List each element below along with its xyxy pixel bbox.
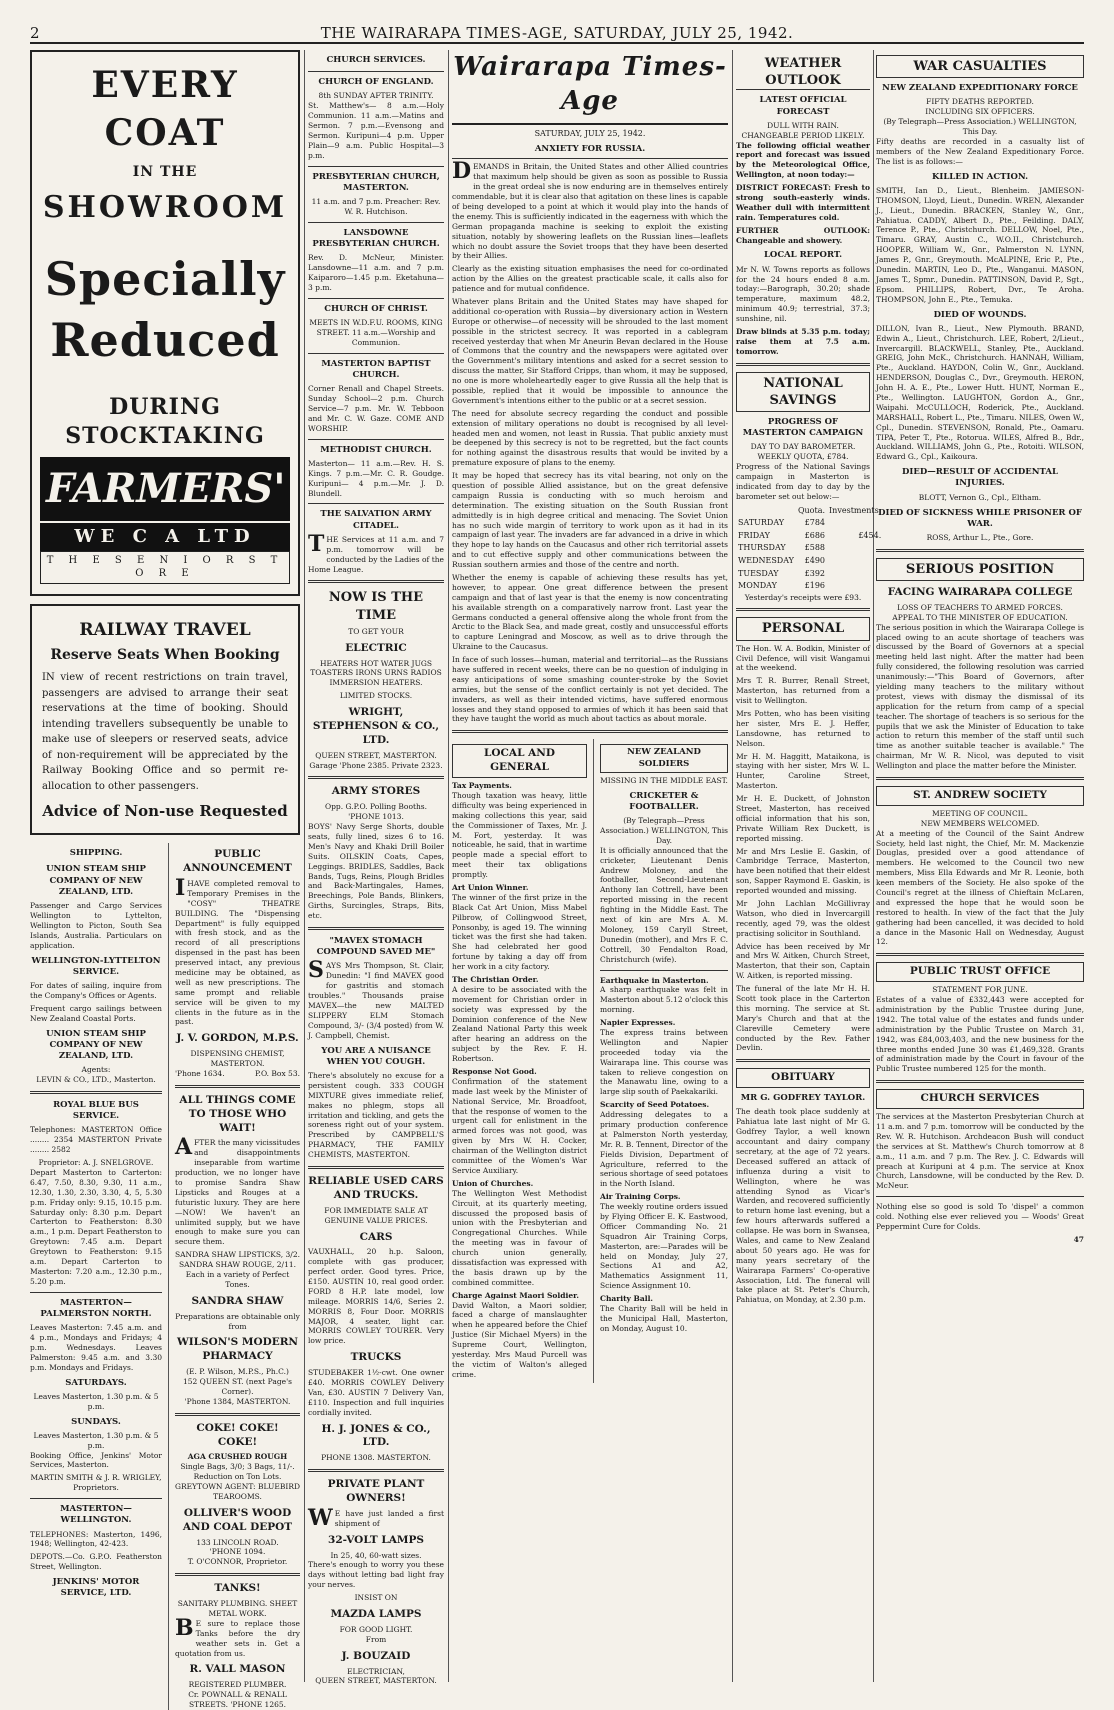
church-name: THE SALVATION ARMY CITADEL. [320, 509, 432, 531]
personal-item: Advice has been received by Mr and Mrs W. Aitken, Church Street, Masterton, that their son, Captain W. Aitken, is reported missing. [736, 941, 870, 981]
coke-company: OLLIVER'S WOOD AND COAL DEPOT [182, 1506, 293, 1533]
newspaper-title: THE WAIRARAPA TIMES-AGE, SATURDAY, JULY 25, 1942. [320, 24, 794, 42]
editorial-paragraph: In face of such losses—human, material and territorial—as the Russians have suffered in recent weeks, there can be no question of indulging in easy anticipations of some smashing counter-stroke by the Soviet armies, but the sense of the conflict certainly is not yet decided. The invaders, as well as their intended victims, have suffered enormous losses and they stand opposed to armies of which it has been said that they have taught the world as much about tactics as about morale. [452, 655, 728, 724]
wright-stephenson: WRIGHT, STEPHENSON & CO., LTD. [312, 706, 440, 746]
news-item-heading: Union of Churches. [452, 1178, 534, 1188]
coke-types: AGA CRUSHED ROUGH [187, 1452, 288, 1462]
ad-text: Specially [44, 252, 286, 307]
editorial-paragraph: DEMANDS in Britain, the United States and other Allied countries that maximum help should be given as soon as possible to Russia in the great ordeal she is now enduring are in themselves entirely commendable, but it is clear also that agitation on these lines is capable of being developed to a point at which it would play into the hands of the enemy. This is sufficiently indicated in the eagerness with which the German propaganda machine is seeking to exploit the existing situation, notably by showering leaflets on the Russian lines—leaflets which no doubt assure the Soviet troops that they have been deserted by their Allies. [452, 158, 728, 261]
bus-timetable: Depart Masterton to Carterton: 6.47, 7.50, 8.30, 9.30, 11 a.m., 12.30, 1.30, 2.30, 3.30, 4, 5, 5.30 p.m. Friday only: 9.15, 10.15 p.m. Saturday only: 8.30 p.m. Depart Carterton to Featherston: 8.30 a.m., 1 p.m. Depart Featherston to Greytown: 7.45 a.m. Depart Greytown to Featherston: 9.15 a.m. Depart Carterton to Masterton: 7.20 a.m., 12.30 p.m., 5.20 p.m. [30, 1167, 162, 1286]
electric-ad-headline: NOW IS THE TIME [328, 590, 424, 623]
railway-subtitle: Reserve Seats When Booking [50, 646, 280, 663]
plant-lamps: 32-VOLT LAMPS [328, 1533, 424, 1546]
bus-heading: MASTERTON—WELLINGTON. [60, 1504, 132, 1526]
bus-depots: DEPOTS.—Co. G.P.O. Featherston Street, Wellington. [30, 1552, 162, 1572]
personal-item: Mr H. E. Duckett, of Johnston Street, Masterton, has received official information that his son, Private William Rex Duckett, is reported missing. [736, 794, 870, 843]
column-rule [304, 50, 305, 1682]
news-item-heading: Air Training Corps. [600, 1192, 681, 1202]
farmers-logo-sub: WE C A LTD [40, 521, 290, 551]
shipping-heading: SHIPPING. [69, 848, 123, 859]
column-1 [30, 50, 300, 1710]
casualties-sub2: FIFTY DEATHS REPORTED. [926, 97, 1034, 107]
plant-addr: QUEEN STREET, MASTERTON. [315, 1676, 437, 1686]
obituary-heading: OBITUARY [736, 1068, 870, 1088]
weather-blinds: Draw blinds at 5.35 p.m. today; raise them at 7.5 a.m. tomorrow. [736, 327, 870, 356]
news-item-heading: Scarcity of Seed Potatoes. [600, 1100, 710, 1110]
railway-title: RAILWAY TRAVEL [79, 619, 251, 640]
church-services-heading: CHURCH SERVICES. [326, 55, 426, 65]
army-stores-heading: ARMY STORES [331, 785, 421, 798]
andrew-heading: ST. ANDREW SOCIETY [876, 786, 1084, 806]
bus-timetable: Leaves Masterton, 1.30 p.m. & 5 p.m. [33, 1430, 159, 1450]
table-cell: THURSDAY [738, 543, 786, 553]
news-item-body: The winner of the first prize in the Black Cat Art Union, Miss Mabel Pilbrow, of Collingwood Street, Ponsonby, is aged 19. The winning ticket was the first she had taken. She had celebrated her good fortune by taking a day off from her work in a city factory. [452, 892, 587, 972]
wilson-pharmacy: WILSON'S MODERN PHARMACY [176, 1336, 299, 1363]
news-item-body: Though taxation was heavy, little difficulty was being experienced in making collections this year, said the Commissioner of Taxes, Mr. J. M. Fort, yesterday. It was noticeable, he said, that in wartime people made a special effort to meet their tax obligations promptly. [452, 790, 587, 880]
wilson-phone: 'Phone 1384, MASTERTON. [184, 1396, 291, 1406]
coke-prop: T. O'CONNOR, Proprietor. [187, 1557, 288, 1567]
tanks-title: TANKS! [214, 1582, 261, 1595]
table-cell [827, 580, 883, 593]
army-stores-sub: Opp. G.P.O. Polling Booths. 'PHONE 1013. [324, 802, 428, 822]
news-item-body: A sharp earthquake was felt in Masterton about 5.12 o'clock this morning. [600, 985, 728, 1015]
sandra-heading: ALL THINGS COME TO THOSE WHO WAIT! [179, 1093, 296, 1134]
table-cell: MONDAY [738, 581, 777, 591]
personal-item: Mr and Mrs Leslie E. Gaskin, of Cambridge Terrace, Masterton, have been notified that their eldest son, Sapper Raymond E. Gaskin, is reported wounded and missing. [736, 846, 870, 896]
trust-heading: PUBLIC TRUST OFFICE [876, 962, 1084, 982]
bus-subheading: SUNDAYS. [71, 1416, 121, 1427]
table-cell [827, 517, 883, 530]
news-item-body: The Wellington West Methodist Circuit, at its quarterly meeting, discussed the proposed basis of union with the Presbyterian and Congregational Churches. While the meeting was in favour of church union generally, dissatisfaction was expressed with the basis drawn up by the combined committee. [452, 1188, 587, 1287]
weather-local-heading: LOCAL REPORT. [763, 250, 843, 261]
column-2 [308, 50, 444, 1686]
sandra-item: Each in a variety of Perfect Tones. [185, 1269, 290, 1289]
serious-sub2: LOSS OF TEACHERS TO ARMED FORCES. [897, 602, 1063, 612]
weather-change: CHANGEABLE PERIOD LIKELY. [741, 130, 865, 140]
electric-ad-items: HEATERS HOT WATER JUGS TOASTERS IRONS URNS RADIOS IMMERSION HEATERS. [310, 658, 442, 688]
chemist-section [175, 843, 300, 1710]
bus-proprietors: MARTIN SMITH & J. R. WRIGLEY, Proprietors. [30, 1473, 162, 1493]
bus-subheading: SATURDAYS. [65, 1377, 127, 1388]
news-item [600, 976, 728, 1016]
wilson-sub: (E. P. Wilson, M.P.S., Ph.C.) [186, 1367, 289, 1377]
wright-addr: QUEEN STREET, MASTERTON. Garage 'Phone 2385. Private 2323. [309, 750, 443, 770]
farmers-logo: FARMERS' [40, 457, 290, 522]
andrew-sub: MEETING OF COUNCIL. [931, 808, 1029, 818]
ad-text: STOCKTAKING [65, 422, 265, 449]
andrew-sub2: NEW MEMBERS WELCOMED. [920, 818, 1040, 828]
church-times: 11 a.m. and 7 p.m. Preacher: Rev. W. R. Hutchison. [311, 197, 441, 216]
savings-body: Progress of the National Savings campaign in Masterton is indicated from day to day by the barometer set out below:— [736, 462, 870, 501]
table-cell [827, 568, 883, 581]
column-4 [736, 50, 882, 1682]
news-item [452, 883, 587, 972]
shipping-text: Frequent cargo sailings between New Zealand Coastal Ports. [30, 1003, 162, 1023]
cars-list: VAUXHALL, 20 h.p. Saloon, complete with gas producer, perfect order. Good tyres. Price, £150. AUSTIN 10, real good order. FORD 8 H.P. late model, low mileage. MORRIS 14/6, Series 2. MORRIS 8, Four Door. MORRIS MAJOR, 4 seater, light car. MORRIS COWLEY TOURER. Very low price. [308, 1247, 444, 1346]
shipping-text: Passenger and Cargo Services Wellington to Lyttelton, Wellington to Picton, South Sea Islands, Australia. Particulars on application. [30, 901, 162, 950]
casualties-sub3: INCLUDING SIX OFFICERS. [925, 107, 1035, 117]
chemist-phone: 'Phone 1634. [175, 1068, 225, 1078]
news-item-heading: Napier Expresses. [600, 1018, 676, 1028]
mavex-heading: "MAVEX STOMACH COMPOUND SAVED ME" [316, 935, 436, 958]
personal-item: Mrs T. R. Burrer, Renall Street, Masterton, has returned from a visit to Wellington. [736, 676, 870, 706]
coke-phone: 'PHONE 1094. [209, 1547, 266, 1557]
chemist-pobox: P.O. Box 53. [255, 1068, 300, 1078]
bus-telephones: TELEPHONES: Masterton, 1496, 1948; Wellington, 42-423. [30, 1529, 162, 1549]
plant-heading: PRIVATE PLANT OWNERS! [327, 1478, 425, 1505]
plant-name: J. BOUZAID [341, 1649, 411, 1662]
casualties-accident-heading: DIED—RESULT OF ACCIDENTAL INJURIES. [902, 467, 1058, 489]
news-item [600, 1192, 728, 1291]
news-item-body: David Walton, a Maori soldier, faced a charge of manslaughter when he appeared before the Chief Justice (Sir Michael Myers) in the Supreme Court, Wellington, yesterday. Mrs Maud Purcell was the victim of Walton's alleged crime. [452, 1300, 587, 1379]
soldiers-heading: NEW ZEALAND SOLDIERS [600, 744, 728, 772]
shipping-bus-section [30, 843, 162, 1710]
column-rule [448, 50, 449, 1682]
church2-heading: CHURCH SERVICES [876, 1089, 1084, 1109]
church-name: METHODIST CHURCH. [320, 444, 432, 455]
church-name: CHURCH OF CHRIST. [324, 303, 428, 314]
personal-item: Mr H. M. Haggitt, Mataikona, is staying with her sister, Mrs W. L. Hunter, Caroline Street, Masterton. [736, 751, 870, 791]
obituary-name: MR G. GODFREY TAYLOR. [740, 1093, 866, 1104]
table-cell: £196 [804, 581, 826, 591]
bus-company: JENKINS' MOTOR SERVICE, LTD. [52, 1577, 140, 1599]
shipping-agents-label: Agents: [81, 1065, 111, 1075]
ad-headline: EVERY COAT [91, 64, 239, 154]
church-times: THE Services at 11 a.m. and 7 p.m. tomorrow will be conducted by the Ladies of the Home League. [308, 530, 444, 574]
editorial-paragraph: It may be hoped that secrecy has its vital bearing, not only on the question of possible Allied assistance, but on the great defensive campaign Russia is conducting with so much heroism and determination. The existing situation on the South Russian front admittedly is in high degree critical and menacing. The Soviet Union has no such wide margin of territory to work upon as it had in its campaign of last year. The invaders are far advanced in a drive in which they hope to lay hands on the Caucasus and other rich territorial assets and to cut effective supply and other communications between the Russian southern armies and those of the centre and north. [452, 471, 728, 570]
ad-number: 47 [1073, 1234, 1084, 1244]
public-heading: PUBLIC ANNOUNCEMENT [183, 848, 292, 875]
personal-item: The Hon. W. A. Bodkin, Minister of Civil Defence, will visit Wangamui at the weekend. [736, 643, 870, 673]
sandra-item: SANDRA SHAW LIPSTICKS, 3/2. [175, 1250, 300, 1260]
table-cell: TUESDAY [738, 568, 779, 578]
weather-dull: DULL WITH RAIN. [767, 120, 839, 130]
news-item [452, 975, 587, 1064]
table-cell: £686 [804, 530, 826, 540]
table-cell: £392 [804, 568, 826, 578]
table-cell [827, 555, 883, 568]
table-header: Investments. [829, 505, 882, 515]
savings-heading: NATIONAL SAVINGS [736, 372, 870, 412]
weather-issued: The following official weather report and forecast was issued by the Meteorological Office, Wellington, at noon today:— [736, 140, 870, 180]
church-name: PRESBYTERIAN CHURCH, MASTERTON. [312, 171, 440, 193]
trust-sub: STATEMENT FOR JUNE. [932, 985, 1028, 995]
church-times: Rev. D. McNeur, Minister. Lansdowne—11 a.m. and 7 p.m. Kaiparoro—1.45 p.m. Eketahuna—3 p.m. [308, 253, 444, 292]
table-row [736, 580, 883, 593]
chemist-sub: DISPENSING CHEMIST, MASTERTON. [190, 1049, 285, 1069]
coke-reduction: Reduction on Ton Lots. [193, 1472, 282, 1482]
plant-from: From [365, 1634, 387, 1644]
news-item [452, 1291, 587, 1380]
cars-sub: FOR IMMEDIATE SALE AT GENUINE VALUE PRICES. [324, 1205, 428, 1225]
casualties-dateline: (By Telegraph—Press Association.) WELLINGTON, This Day. [883, 117, 1077, 137]
news-item-heading: Tax Payments. [452, 781, 512, 791]
column-rule [732, 50, 733, 1682]
casualties-pow-list: ROSS, Arthur L., Pte., Gore. [926, 532, 1034, 542]
public-body: IHAVE completed removal to Temporary Premises in the "COSY" THEATRE BUILDING. The "Dispensing Department" is fully equipped with fresh stock, and as the record of all prescriptions dispensed in the past has been preserved intact, any previous medicine may be obtained, as well as new prescriptions. The same prompt and reliable service will be given to my clients in the future as in the past. [175, 874, 300, 1027]
plant-sizes: In 25, 40, 60-watt sizes. [330, 1550, 422, 1560]
plant-good: FOR GOOD LIGHT. [339, 1624, 413, 1634]
table-row [736, 542, 883, 555]
soldiers-body: It is officially announced that the cricketer, Lieutenant Denis Andrew Moloney, and the footballer, Second-Lieutenant Anthony Ian Cottrell, have been reported missing in the recent fighting in the Middle East. The next of kin are Mrs A. M. Moloney, 159 Caryll Street, Dunedin (mother), and Mrs F. C. Cottrell, 30 Fendalton Road, Christchurch (wife). [600, 845, 728, 964]
table-cell: FRIDAY [738, 530, 770, 540]
casualties-killed-list: SMITH, Ian D., Lieut., Blenheim. JAMIESON-THOMSON, Lloyd, Lieut., Dunedin. WREN, Alexander J., Lieut., Dunedin. BRACKEN, Stanley W., Gnr., Pahiatua. CADDY, Albert D., Pte., Feilding. DALY, Terence P., Pte., Christchurch. DELLOW, Noel, Pte., Timaru. GRAY, Austin C., W.O.II., Christchurch. HOOPER, William W., Gnr., Palmerston N. LYNN, James P., Gnr., Greymouth. McALPINE, Eric P., Pte., Dunedin. MARTIN, Leo D., Pte., Wanganui. MASON, James T., Spmr., Dunedin. PATTINSON, David P., Sgt., Epsom. PHILLIPS, Robert, Dvr., Te Aroha. THOMPSON, John E., Pte., Temuka. [876, 185, 1084, 304]
column-rule [873, 50, 874, 1682]
column-5 [876, 50, 1084, 1682]
weather-heading: WEATHER OUTLOOK [736, 55, 870, 90]
plant-mazda: MAZDA LAMPS [330, 1608, 422, 1620]
casualties-pow-heading: DIED OF SICKNESS WHILE PRISONER OF WAR. [878, 507, 1082, 529]
news-item-heading: Response Not Good. [452, 1067, 537, 1077]
masthead: Wairarapa Times-Age [452, 50, 728, 125]
news-item-body: Confirmation of the statement made last week by the Minister of National Service, Mr. Broadfoot, that the response of women to the urgent call for enlistment in the armed forces was not good, was given by Mrs W. H. Cocker, chairman of the Wellington district committee of the Women's War Service Auxiliary. [452, 1076, 587, 1175]
church-times: Corner Renall and Chapel Streets. Sunday School—2 p.m. Church Service—7 p.m. Mr. W. Tebboon and Mr. C. W. Gaze. COME AND WORSHIP. [308, 384, 444, 433]
sandra-prep: Preparations are obtainable only from [175, 1311, 300, 1331]
plant-role: ELECTRICIAN, [347, 1666, 405, 1676]
table-cell: £784 [804, 518, 826, 528]
editorial-body [452, 158, 728, 724]
weather-local-report: Mr N. W. Towns reports as follows for the 24 hours ended 8 a.m. today:—Barograph, 30.20; shade temperature, maximum 48.2, minimum 40.9; terrestrial, 37.3; sunshine, nil. [736, 264, 870, 324]
charity-body: The Charity Ball will be held in the Municipal Hall, Masterton, on Monday, August 10. [600, 1304, 728, 1333]
weather-forecast: DISTRICT FORECAST: Fresh to strong south-easterly winds. Weather dull with intermittent rain. Temperatures cold. [736, 183, 870, 222]
wilson-addr: 152 QUEEN ST. (next Page's Corner). [182, 1377, 293, 1396]
personal-item: Mr John Lachlan McGillivray Watson, who died in Invercargill recently, aged 79, was the oldest practising solicitor in Southland. [736, 899, 870, 938]
shipping-text: For dates of sailing, inquire from the Company's Offices or Agents. [30, 980, 162, 1000]
shipping-service: WELLINGTON-LYTTELTON SERVICE. [31, 955, 161, 977]
cars-heading: RELIABLE USED CARS AND TRUCKS. [308, 1175, 444, 1201]
ad-text: Reduced [50, 312, 280, 367]
cars-title: CARS [359, 1230, 393, 1243]
jones-addr: PHONE 1308. MASTERTON. [321, 1453, 431, 1463]
church-times: St. Matthew's— 8 a.m.—Holy Communion. 11 a.m.—Matins and Sermon. 7 p.m.—Evensong and Sermon. Kuripuni—4 p.m. Upper Plain—9 a.m. Public Hospital—3 p.m. [308, 101, 444, 160]
coke-title: COKE! COKE! COKE! [196, 1421, 279, 1448]
news-item-body: A desire to be associated with the movement for Christian order in society was expressed by the Dominion conference of the New Zealand National Party this week after hearing an address on the subject by the Rev. F. H. Robertson. [452, 984, 587, 1064]
jones-name: H. J. JONES & CO., LTD. [321, 1422, 431, 1449]
local-heading: LOCAL AND GENERAL [452, 744, 587, 778]
news-item-heading: Earthquake in Masterton. [600, 975, 709, 985]
savings-table [736, 505, 883, 593]
personal-item: Mrs Potten, who has been visiting her sister, Mrs E. J. Heffer, Lansdowne, has returned to Nelson. [736, 708, 870, 748]
casualties-killed-heading: KILLED IN ACTION. [931, 171, 1029, 182]
table-cell: WEDNESDAY [738, 555, 794, 565]
soldiers-dateline: (By Telegraph—Press Association.) WELLINGTON, This Day. [600, 816, 728, 845]
bus-heading: MASTERTON—PALMERSTON NORTH. [40, 1297, 152, 1319]
ad-text: IN THE [132, 164, 198, 181]
serious-heading: SERIOUS POSITION [876, 558, 1084, 581]
army-stores-body: BOYS' Navy Serge Shorts, double seats, fully lined, sizes 6 to 16. Men's Navy and Khaki Drill Boiler Suits. OILSKIN Coats, Capes, Leggings. BRIDLES, Saddles, Back Bands, Tugs, Reins, Plough Bridles and Back-Martingales, Hames, Breechings, Pole Bands, Blinkers, Girths, Surcingles, Straps, Bits, etc. [308, 822, 444, 921]
coke-agent: GREYTOWN AGENT: BLUEBIRD TEAROOMS. [175, 1482, 300, 1501]
table-cell: SATURDAY [738, 518, 785, 528]
railway-body: IN view of recent restrictions on train travel, passengers are advised to arrange their seat reservations at the time of booking. Should intending travellers subsequently be unable to make use of sleepers or reserved seats, advice of non-requirement will be appreciated by the Railway Booking Office and so permit re-allocation to other passengers. [42, 672, 288, 792]
table-cell: £490 [804, 555, 826, 565]
bus-timetable: Leaves Masterton: 7.45 a.m. and 4 p.m., Mondays and Fridays; 4 p.m. Wednesdays. Leaves Palmerston: 9.45 a.m. and 3.30 p.m. Mondays and Fridays. [30, 1323, 162, 1372]
savings-quota: WEEKLY QUOTA, £784. [757, 452, 849, 462]
tanks-role: REGISTERED PLUMBER. [188, 1680, 287, 1690]
page-number: 2 [30, 24, 40, 42]
editorial-paragraph: Clearly as the existing situation emphasises the need for co-ordinated action by the Allies on the greatest practicable scale, it calls also for patience and for mutual confidence. [452, 264, 728, 294]
andrew-body: At a meeting of the Council of the Saint Andrew Society, held last night, the Chief, Mr. M. Mackenzie Douglas, presided over a good attendance of members. He welcomed to the Council two new members, Miss Ella Edwards and Mr R. Leonie, both keen members of the Society. He also spoke of the Council's regret at the illness of Chieftain McLaren, and expressed the hope that he would soon be restored to health. In view of the fact that the July gathering had been cancelled, it was decided to hold a dance in the Masonic Hall on Wednesday, August 12. [876, 828, 1084, 947]
casualties-wounds-heading: DIED OF WOUNDS. [933, 309, 1027, 320]
casualties-intro: Fifty deaths are recorded in a casualty list of members of the New Zealand Expeditionary Force. The list is as follows:— [876, 136, 1084, 166]
editorial-paragraph: The need for absolute secrecy regarding the conduct and possible extension of military operations no doubt is recognised by all level-headed men and women, not least in Russia. That public anxiety must be deepened by this secrecy is not to be regretted, but the fact counts for nothing against the disastrous results that would be invited by a premature exposure of plans to the enemy. [452, 408, 728, 468]
bus-heading: ROYAL BLUE BUS SERVICE. [53, 1099, 139, 1122]
sandra-name: SANDRA SHAW [191, 1294, 284, 1307]
shipping-company: UNION STEAM SHIP COMPANY OF NEW ZEALAND, LTD. [46, 1028, 146, 1061]
serious-body: The serious position in which the Wairarapa College is placed owing to an acute shortage of teachers was discussed by the Board of Governors at a special meeting held last night. After the matter had been fully considered, the following resolution was carried unanimously:—"This Board of Governors, after yielding many teachers to the military without protest, views with dismay the dismissal of its application for the return from camp of a special teacher. The shortage of teachers is so serious for the pupils that we ask the Minister of Education to take action to return this member of the staff until such time as another suitable teacher is available." The chairman, Mr W. R. Nicol, was deputed to visit Wellington and place the matter before the Minister. [876, 622, 1084, 771]
tanks-name: R. VALL MASON [189, 1663, 286, 1676]
electric-ad-title: ELECTRIC [345, 641, 407, 654]
bus-timetable: Leaves Masterton, 1.30 p.m. & 5 p.m. [33, 1391, 159, 1411]
church-times: MEETS IN W.D.F.U. ROOMS, KING STREET. 11 a.m.—Worship and Communion. [309, 318, 443, 347]
ad-text: SHOWROOM [42, 189, 288, 225]
serious-sub: FACING WAIRARAPA COLLEGE [887, 586, 1073, 599]
sandra-item: SANDRA SHAW ROUGE, 2/11. [178, 1260, 297, 1270]
editorial-paragraph: Whether the enemy is capable of achieving these results has yet, however, to appear. One great difference between the present campaign and that of last year is that the enemy is now concentrating his available strength on a comparatively narrow front. Last year the Germans conducted a general offensive along the whole front from the Arctic to the Black Sea, and made great, costly and unsuccessful efforts to capture Leningrad and Moscow, as well as to drive through the Ukraine to the Caucasus. [452, 573, 728, 652]
nuisance-heading: YOU ARE A NUISANCE WHEN YOU COUGH. [321, 1045, 431, 1067]
lower-column-1 [30, 843, 300, 1710]
soldiers-sub: MISSING IN THE MIDDLE EAST. [600, 775, 728, 785]
news-item [600, 1018, 728, 1097]
church-times: Masterton— 11 a.m.—Rev. H. S. Kings. 7 p.m.—Mr. C. R. Goudge. Kuripuni— 4 p.m.—Mr. J. D. Blundell. [308, 458, 444, 498]
news-columns [452, 739, 728, 1382]
coke-bags: Single Bags, 3/0; 3 Bags, 11/-. [180, 1462, 295, 1472]
church2-body: The services at the Masterton Presbyterian Church at 11 a.m. and 7 p.m. tomorrow will be conducted by the Rev. W. R. Hutchison. Archdeacon Bush will conduct the services at St. Matthew's Church tomorrow at 8 a.m., 11 a.m. and 7 p.m. The Rev. J. C. Edwards will preach at Kuripuni at 4 p.m. The service at Knox Church, Lansdowne, will be conducted by the Rev. D. McNeur. [876, 1112, 1084, 1191]
casualties-heading: WAR CASUALTIES [876, 55, 1084, 78]
news-item-heading: Charge Against Maori Soldier. [452, 1290, 579, 1300]
casualties-sub: NEW ZEALAND EXPEDITIONARY FORCE [882, 83, 1078, 94]
electric-ad-sub: TO GET YOUR [348, 626, 404, 636]
obituary-body: The death took place suddenly at Pahiatua late last night of Mr G. Godfrey Taylor, a well known accountant and dairy company secretary, at the age of 72 years. Deceased suffered an attack of influenza during a visit to Wellington, where he was attending Synod as Vicar's Warden, and recovered sufficiently to return home last evening, but a few hours afterwards suffered a collapse. He was born in Swansea, Wales, and came to New Zealand about 50 years ago. He was for many years secretary of the Wairarapa Farmers' Co-operative Association, Ltd. The funeral will take place at St. Peter's Church, Pahiatua, on Monday, at 2.30 p.m. [736, 1107, 870, 1305]
table-row [736, 555, 883, 568]
woods-peppermint-ad: Nothing else so good is sold To 'dispel' a common cold. Nothing else ever relieved you — Woods' Great Peppermint Cure for Colds. [876, 1202, 1084, 1231]
news-item-heading: The Christian Order. [452, 975, 539, 985]
casualties-wounds-list: DILLON, Ivan R., Lieut., New Plymouth. BRAND, Edwin A., Lieut., Christchurch. LEE, Robert, 2/Lieut., Invercargill. BLACKWELL, Stanley, Pte., Auckland. GREIG, John McK., Christchurch. HANNAH, William, Pte., Auckland. HAYDON, Colin W., Gnr., Auckland. HENDERSON, Douglas C., Dvr., Greymouth. HERON, John H. A. E., Pte., Lower Hutt. HUNT, Norman E., Pte., Wellington. LAUGHTON, Gordon A., Gnr., Waipahi. McCULLOCH, Roderick, Pte., Auckland. MARSHALL, Robert L., Pte., Timaru. NILES, Owen W., Cpl., Dunedin. STEVENSON, Ronald, Pte., Oamaru. TIPA, Peter T., Pte., Rotorua. WILES, Alfred B., Bdr., Auckland. WILLIAMS, John G., Pte., Rotoiti. WILSON, Edward G., Cpl., Kaikoura. [876, 323, 1084, 462]
tanks-sub: SANITARY PLUMBING. SHEET METAL WORK. [177, 1599, 298, 1618]
plant-insist: INSIST ON [354, 1593, 398, 1603]
farmers-advertisement [30, 50, 300, 596]
church-sub: 8th SUNDAY AFTER TRINITY. [318, 91, 434, 101]
plant-body2: There's enough to worry you these days without letting bad light fray your nerves. [308, 1560, 444, 1590]
table-cell: £588 [804, 543, 826, 553]
news-item [452, 1179, 587, 1288]
news-item [600, 1100, 728, 1189]
personal-item: The funeral of the late Mr H. H. Scott took place in the Carterton this morning. The service at St. Mary's Church and that at the Clareville Cemetery were conducted by the Rev. Father Devlin. [736, 984, 870, 1053]
table-row [736, 568, 883, 581]
personal-heading: PERSONAL [736, 617, 870, 640]
coke-addr: 133 LINCOLN ROAD. [196, 1537, 279, 1547]
farmers-slogan: T H E S E N I O R S T O R E [40, 551, 290, 583]
bus-booking: Booking Office, Jenkins' Motor Services, Masterton. [30, 1450, 162, 1470]
trucks-title: TRUCKS [350, 1351, 402, 1364]
railway-footer: Advice of Non-use Requested [42, 802, 288, 821]
bus-proprietor: Proprietor: A. J. SNELGROVE. [38, 1158, 154, 1168]
table-row [736, 530, 883, 543]
church-name: LANSDOWNE PRESBYTERIAN CHURCH. [312, 227, 440, 250]
ad-text: DURING [109, 393, 221, 420]
shipping-agent: LEVIN & CO., LTD., Masterton. [36, 1075, 156, 1085]
news-item-body: The express trains between Wellington and Napier proceeded today via the Wairarapa line. This course was taken to relieve congestion on the Manawatu line, owing to a large slip south of Paekakariki. [600, 1027, 728, 1097]
chemist-name: J. V. GORDON, M.P.S. [176, 1032, 299, 1045]
tanks-addr: Cr. POWNALL & RENALL STREETS. 'PHONE 1265. [188, 1690, 287, 1710]
soldiers-sub2: CRICKETER & FOOTBALLER. [629, 790, 699, 812]
local-and-general [452, 739, 587, 1382]
shipping-company: UNION STEAM SHIP COMPANY OF NEW ZEALAND, LTD. [46, 864, 146, 897]
table-cell: £454. [858, 530, 882, 540]
trust-body: Estates of a value of £332,443 were accepted for administration by the Public Trustee during June, 1942. The total value of the estates and funds under administration by the Public Trustee on March 31, 1942, was £84,003,403, and the new business for the three months ended June 30 was £1,469,328. Grants of administration made by the Court in favour of the Public Trustee numbered 125 for the month. [876, 995, 1084, 1074]
news-item-body: The weekly routine orders issued by Flying Officer E. K. Eastwood, Officer Commanding No. 21 Squadron Air Training Corps, Masterton, are:—Parades will be held on Monday, July 27, Sections A1 and A2, Mathematics Assignment 11, Science Assignment 10. [600, 1202, 728, 1291]
casualties-accident-list: BLOTT, Vernon G., Cpl., Eltham. [918, 492, 1042, 502]
savings-receipts: Yesterday's receipts were £93. [744, 592, 862, 602]
mavex-body: SAYS Mrs Thompson, St. Clair, Dunedin: "I find MAVEX good for gastritis and stomach troubles." Thousands praise MAVEX—the new MALTED SLIPPERY ELM Stomach Compound, 3/- (3/4 posted) from W. J. Campbell, Chemist. [308, 957, 444, 1040]
tanks-body: BE sure to replace those Tanks before the dry weather sets in. Get a quotation from us. [175, 1614, 300, 1658]
news-item-heading: Art Union Winner. [452, 883, 529, 892]
table-row [736, 517, 883, 530]
weather-outlook: FURTHER OUTLOOK: Changeable and showery. [736, 225, 870, 245]
news-item-body: Addressing delegates to a primary production conference at Palmerston North yesterday, Mr. R. B. Tennent, Director of the Fields Division, Department of Agriculture, referred to the serious shortage of seed potatoes in the North Island. [600, 1110, 728, 1189]
editorial-date: SATURDAY, JULY 25, 1942. [534, 128, 646, 138]
editorial-headline: ANXIETY FOR RUSSIA. [452, 144, 728, 159]
electric-ad-limited: LIMITED STOCKS. [339, 691, 413, 701]
table-header: Quota. [797, 505, 826, 515]
charity-heading: Charity Ball. [600, 1294, 654, 1304]
weather-sub: LATEST OFFICIAL FORECAST [759, 95, 847, 117]
sandra-body: AFTER the many vicissitudes and disappointments inseparable from wartime production, we no longer have to promise Sandra Shaw Lipsticks and Rouges at a futuristic luxury. They are here—NOW! We haven't an unlimited supply, but we have enough to make sure you can secure them. [175, 1134, 300, 1247]
editorial-paragraph: Whatever plans Britain and the United States may have shaped for additional co-operation with Russia—by diversionary action in Western Europe or otherwise—of necessity will be shrouded to the last moment possible in the strictest secrecy. It was reported in a cablegram received yesterday that when Mr Aneurin Bevan declared in the House of Commons that the country and the newspapers were agitated over the Government's military intentions and asked for a secret session to discuss the matter, Sir Stafford Cripps, than whom, it may be supposed, no one is more wholeheartedly eager to give Russia all the help that is possible, replied that it would be impossible to announce the Government's intentions either to the public or at a secret session. [452, 296, 728, 405]
soldiers-section [600, 739, 728, 1382]
savings-sub: PROGRESS OF MASTERTON CAMPAIGN [742, 416, 864, 439]
news-item [452, 781, 587, 880]
column-3 [452, 50, 728, 1682]
railway-notice [30, 604, 300, 836]
table-cell [827, 542, 883, 555]
church-name: MASTERTON BAPTIST CHURCH. [321, 358, 431, 380]
bus-telephones: Telephones: MASTERTON Office ........ 2354 MASTERTON Private ........ 2582 [30, 1125, 162, 1155]
trucks-list: STUDEBAKER 1½-cwt. One owner £40. MORRIS COWLEY Delivery Van, £30. AUSTIN 7 Delivery Van, £110. Inspection and full inquiries cordially invited. [308, 1368, 444, 1417]
savings-sub2: DAY TO DAY BAROMETER. [750, 442, 856, 452]
page-header [30, 22, 1084, 44]
plant-body: WE have just landed a first shipment of [308, 1504, 444, 1531]
news-item [452, 1067, 587, 1176]
serious-sub3: APPEAL TO THE MINISTER OF EDUCATION. [892, 612, 1068, 622]
nuisance-body: There's absolutely no excuse for a persistent cough. 333 COUGH MIXTURE gives immediate relief, makes no phlegm, stops all irritation and tickling, and gets the soreness right out of your system. Prescribed by CAMPBELL'S PHARMACY, THE FAMILY CHEMISTS, MASTERTON. [308, 1070, 444, 1160]
church-name: CHURCH OF ENGLAND. [318, 77, 434, 88]
